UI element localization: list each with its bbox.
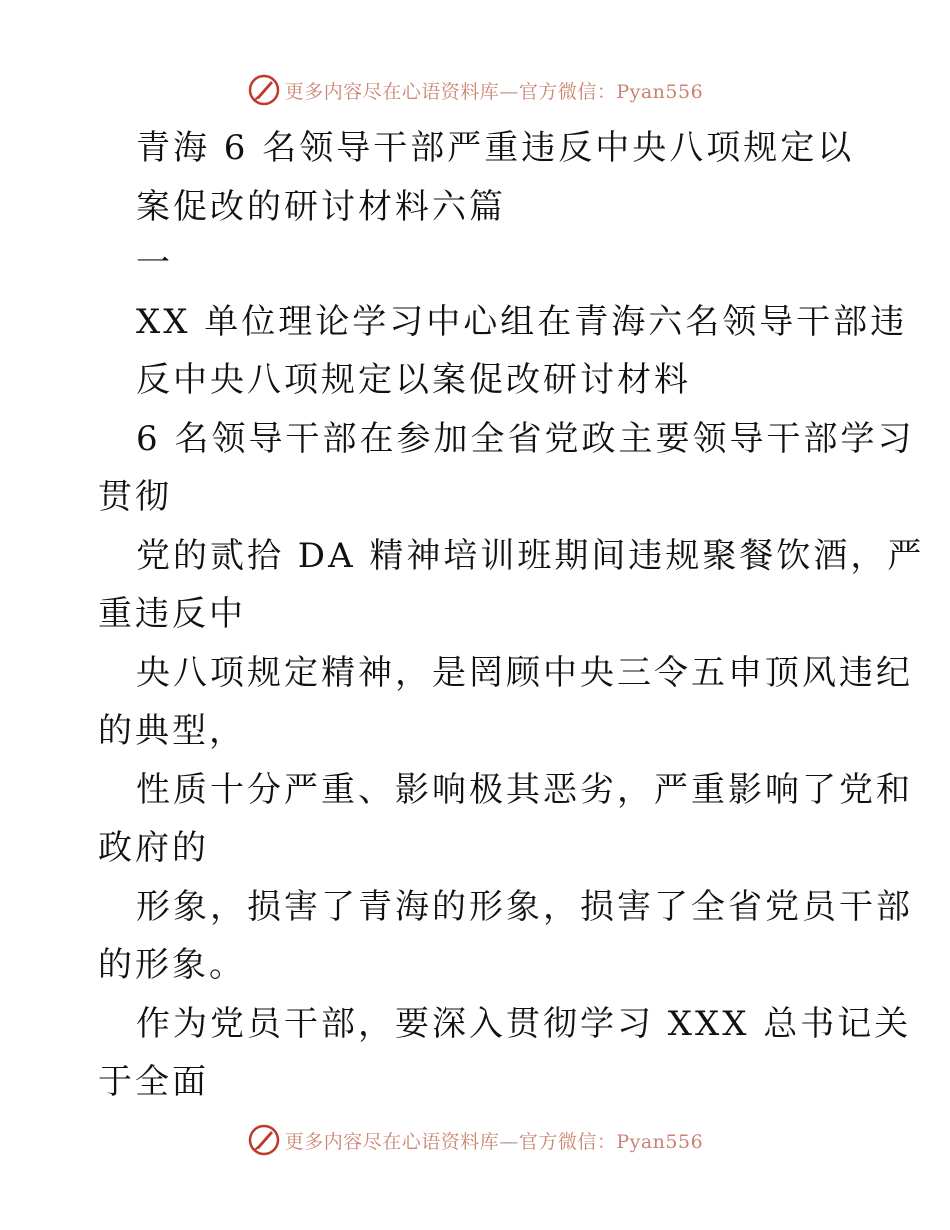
paragraph-line: 的典型， bbox=[98, 711, 246, 751]
paragraph-line: 党的贰拾 DA 精神培训班期间违规聚餐饮酒，严 bbox=[136, 536, 925, 576]
paragraph-line: 央八项规定精神，是罔顾中央三令五申顶风违纪 bbox=[136, 653, 913, 693]
banner-text: 更多内容尽在心语资料库—官方微信：Pyan556 bbox=[284, 80, 704, 103]
banner-text: 更多内容尽在心语资料库—官方微信：Pyan556 bbox=[284, 1130, 704, 1153]
paragraph-line: 性质十分严重、影响极其恶劣，严重影响了党和 bbox=[136, 770, 913, 810]
footer-banner bbox=[0, 1120, 950, 1160]
title-line-2: 案促改的研讨材料六篇 bbox=[136, 187, 506, 227]
subtitle-line-2: 反中央八项规定以案促改研讨材料 bbox=[136, 360, 691, 400]
paragraph-line: 作为党员干部，要深入贯彻学习 XXX 总书记关 bbox=[136, 1004, 912, 1044]
paragraph-line: 6 名领导干部在参加全省党政主要领导干部学习 bbox=[136, 419, 915, 459]
quill-logo-icon bbox=[247, 1123, 281, 1157]
paragraph-line: 形象，损害了青海的形象，损害了全省党员干部 bbox=[136, 887, 913, 927]
subtitle-line-1: XX 单位理论学习中心组在青海六名领导干部违 bbox=[136, 302, 908, 342]
paragraph-line: 重违反中 bbox=[98, 594, 246, 634]
section-number: 一 bbox=[136, 243, 173, 283]
paragraph-line: 的形象。 bbox=[98, 945, 246, 985]
paragraph-line: 于全面 bbox=[98, 1062, 209, 1102]
header-banner bbox=[0, 70, 950, 110]
paragraph-line: 贯彻 bbox=[98, 477, 172, 517]
title-line-1: 青海 6 名领导干部严重违反中央八项规定以 bbox=[136, 128, 855, 168]
paragraph-line: 政府的 bbox=[98, 828, 209, 868]
wechat-id: Pyan556 bbox=[616, 1130, 704, 1153]
quill-logo-icon bbox=[247, 73, 281, 107]
wechat-id: Pyan556 bbox=[616, 80, 704, 103]
